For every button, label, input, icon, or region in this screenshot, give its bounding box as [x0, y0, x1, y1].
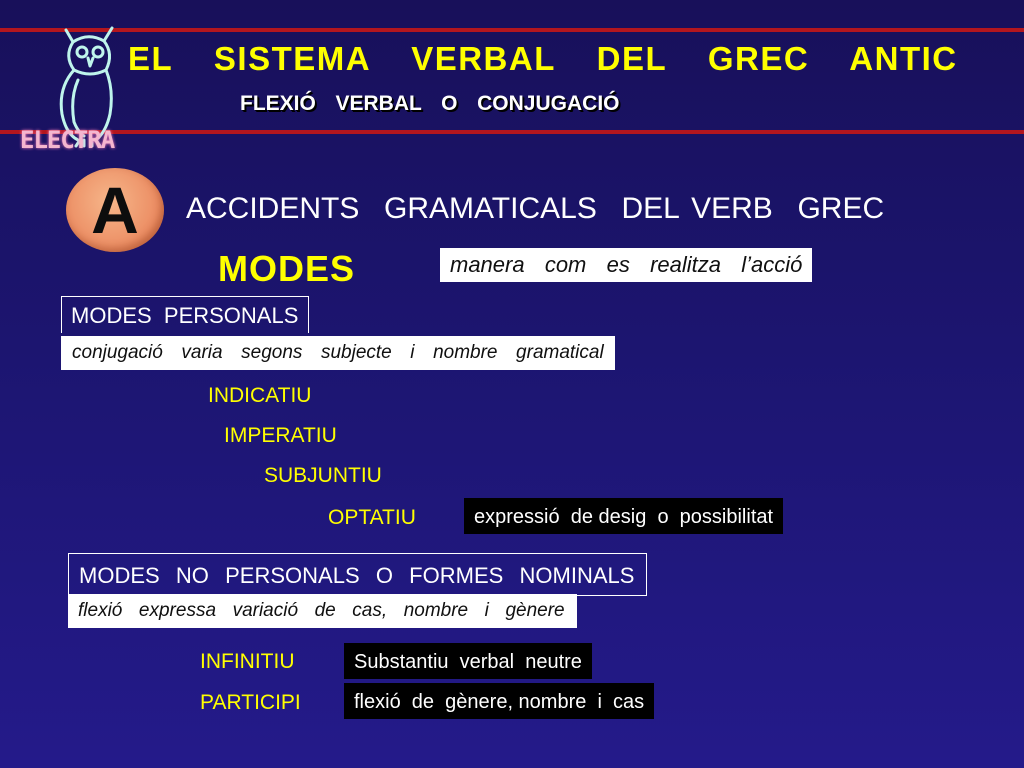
- top-rule: [0, 28, 1024, 32]
- section-heading: ACCIDENTS GRAMATICALS DEL VERB GREC: [186, 192, 885, 225]
- mode-optatiu: OPTATIU: [328, 506, 416, 529]
- bottom-rule: [0, 130, 1024, 134]
- personal-modes-description: conjugació varia segons subjecte i nombre gramatical: [61, 336, 615, 370]
- mode-imperatiu: IMPERATIU: [224, 424, 337, 447]
- section-letter: A: [91, 173, 139, 247]
- mode-participi: PARTICIPI: [200, 691, 301, 714]
- page-title: EL SISTEMA VERBAL DEL GREC ANTIC: [128, 40, 958, 77]
- page-subtitle: FLEXIÓ VERBAL O CONJUGACIÓ: [240, 92, 620, 115]
- modes-definition-box: manera com es realitza l’acció: [440, 248, 812, 282]
- infinitiu-note: Substantiu verbal neutre: [344, 643, 592, 679]
- non-personal-modes-description: flexió expressa variació de cas, nombre i gènere: [68, 594, 577, 628]
- personal-modes-box: MODES PERSONALS: [61, 296, 309, 333]
- mode-infinitiu: INFINITIU: [200, 650, 295, 673]
- mode-indicatiu: INDICATIU: [208, 384, 312, 407]
- optatiu-note: expressió de desig o possibilitat: [464, 498, 783, 534]
- mode-subjuntiu: SUBJUNTIU: [264, 464, 382, 487]
- logo-text: ELECTRA: [20, 126, 115, 154]
- section-letter-badge: [66, 168, 164, 252]
- modes-label: MODES: [218, 248, 356, 289]
- non-personal-modes-box: MODES NO PERSONALS O FORMES NOMINALS: [68, 553, 647, 596]
- electra-logo: [18, 18, 138, 160]
- participi-note: flexió de gènere, nombre i cas: [344, 683, 654, 719]
